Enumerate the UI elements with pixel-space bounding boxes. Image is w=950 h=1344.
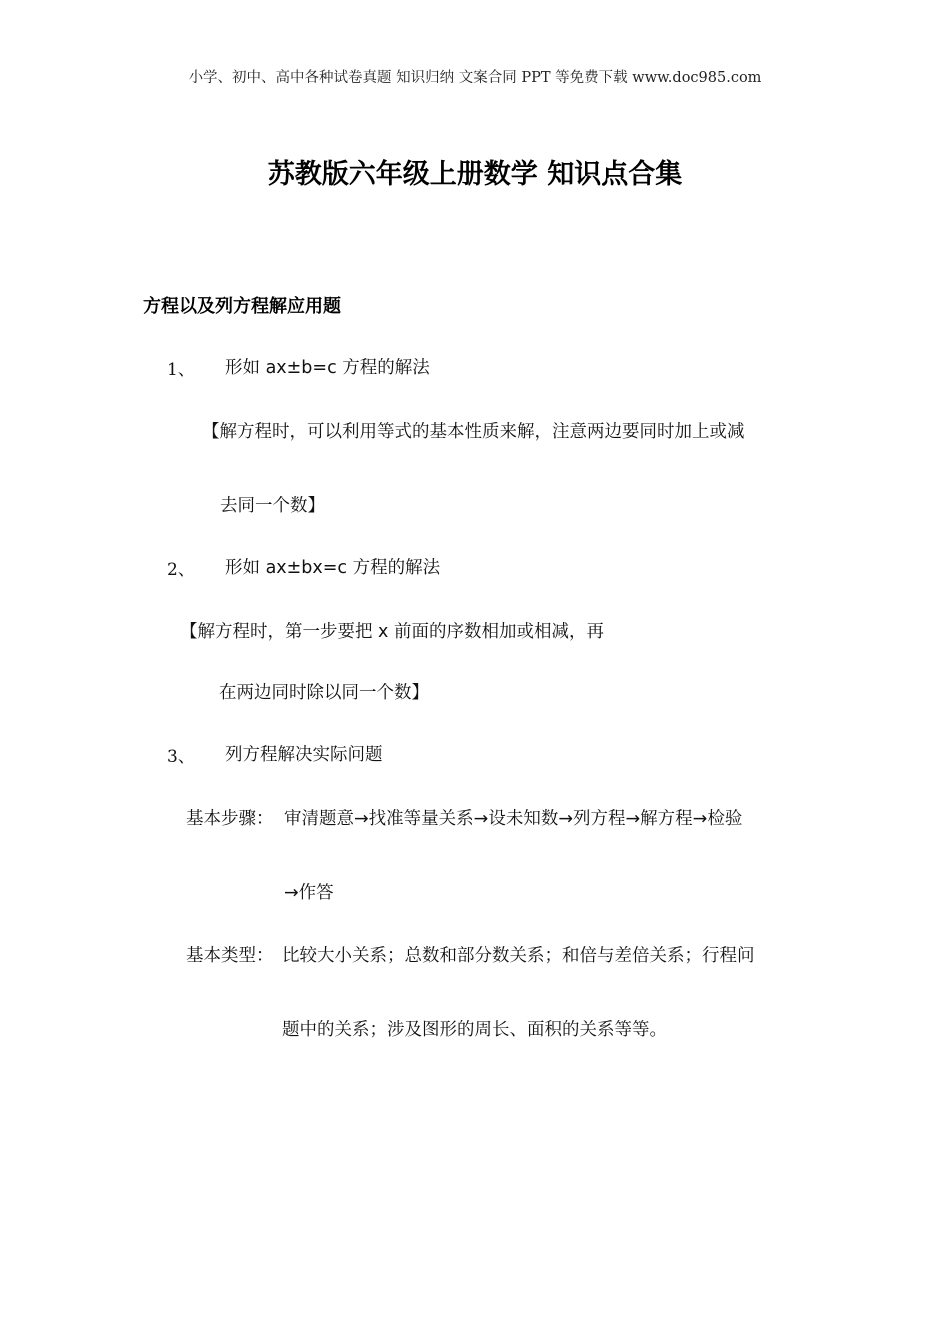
item-1-note-line-1: 【解方程时，可以利用等式的基本性质来解，注意两边要同时加上或减 (202, 422, 745, 442)
types-line-1: 比较大小关系；总数和部分数关系；和倍与差倍关系；行程问 (282, 946, 755, 966)
item-1-number: 1、 (167, 360, 195, 380)
item-3-heading: 列方程解决实际问题 (225, 745, 383, 765)
item-3-number: 3、 (167, 747, 195, 767)
item-1-heading: 形如 ax±b=c 方程的解法 (225, 358, 430, 378)
document-title: 苏教版六年级上册数学 知识点合集 (267, 159, 683, 190)
item-2-note-line-1: 【解方程时，第一步要把 x 前面的序数相加或相减，再 (180, 622, 604, 642)
steps-label: 基本步骤： (186, 809, 274, 829)
item-2-number: 2、 (167, 560, 195, 580)
page-header: 小学、初中、高中各种试卷真题 知识归纳 文案合同 PPT 等免费下载 www.doc985.com (188, 70, 762, 86)
section-title: 方程以及列方程解应用题 (143, 296, 341, 317)
item-2-note-line-2: 在两边同时除以同一个数】 (219, 683, 429, 703)
item-2-heading: 形如 ax±bx=c 方程的解法 (225, 558, 441, 578)
types-label: 基本类型： (186, 946, 274, 966)
item-1-note-line-2: 去同一个数】 (220, 496, 325, 516)
steps-line-2: →作答 (284, 883, 334, 903)
steps-line-1: 审清题意→找准等量关系→设未知数→列方程→解方程→检验 (284, 809, 743, 829)
types-line-2: 题中的关系；涉及图形的周长、面积的关系等等。 (282, 1020, 667, 1040)
